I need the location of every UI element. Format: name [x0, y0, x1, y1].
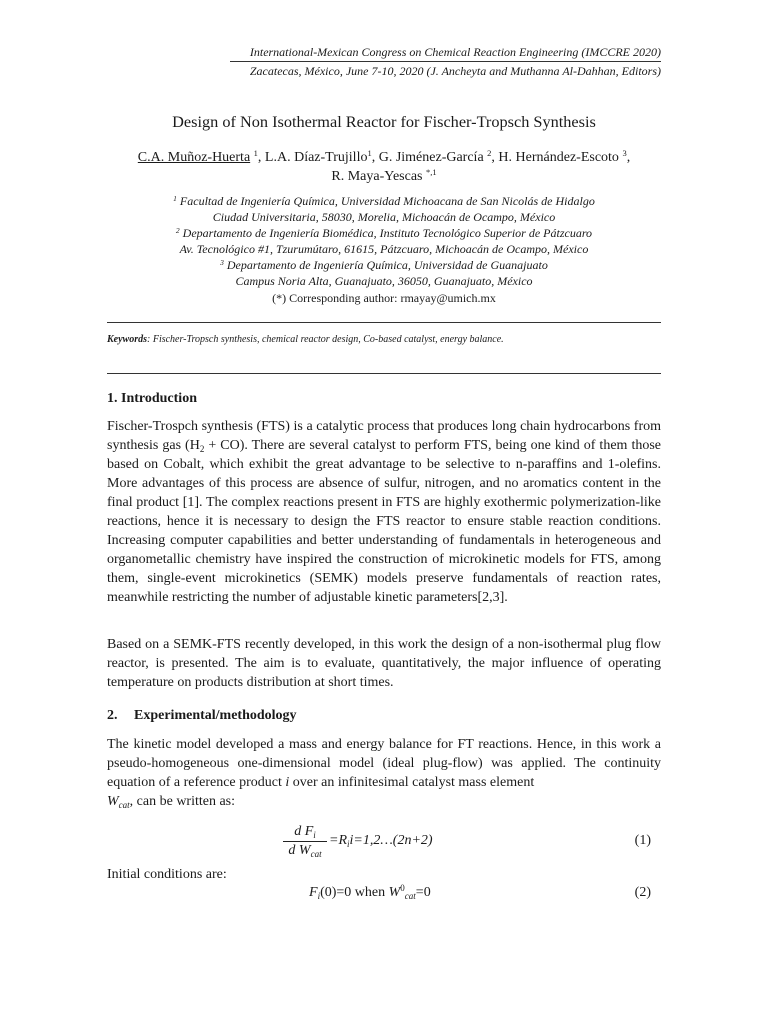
author-affiliation-mark: 1: [253, 148, 258, 158]
affiliation-text: Facultad de Ingeniería Química, Universidad Michoacana de San Nicolás de Hidalgo: [179, 194, 595, 208]
subscript: cat: [404, 891, 416, 901]
paragraph-text: , can be written as:: [129, 794, 236, 809]
equation-1: [107, 823, 661, 863]
section-title: Experimental/methodology: [134, 708, 297, 723]
section-heading-introduction: 1. Introduction: [107, 391, 197, 406]
affiliation-text: Departamento de Ingeniería Biomédica, Instituto Tecnológico Superior de Pátzcuaro: [182, 226, 593, 241]
affiliation-address: Av. Tecnológico #1, Tzurumútaro, 61615, Pátzcuaro, Michoacán de Ocampo, México: [179, 242, 589, 257]
equation-fraction: [283, 823, 327, 860]
affiliation-number: 3: [220, 258, 224, 268]
keywords: [107, 334, 504, 345]
affiliation-address: Ciudad Universitaria, 58030, Morelia, Michoacán de Ocampo, México: [212, 210, 556, 225]
subscript: i: [317, 891, 321, 901]
equation-number: (2): [634, 885, 651, 900]
keywords-bottom-rule: [107, 373, 661, 374]
author-name[interactable]: C.A. Muñoz-Huerta: [137, 150, 251, 165]
keywords-top-rule: [107, 322, 661, 323]
paragraph-methodology: [107, 735, 661, 811]
initial-conditions-label: Initial conditions are:: [107, 867, 227, 882]
keywords-label: Keywords: [107, 334, 147, 345]
author-name: H. Hernández-Escoto: [498, 150, 619, 165]
header-rule: [230, 61, 661, 62]
fraction-denominator: [283, 842, 327, 860]
math-text: =0: [415, 885, 431, 900]
equation-2: [107, 883, 661, 907]
conference-venue: Zacatecas, México, June 7-10, 2020 (J. Ancheyta and Muthanna Al-Dahhan, Editors): [249, 64, 661, 78]
affiliation-line: [107, 257, 661, 273]
author-list: C.A. Muñoz-Huerta $^1$, L.A. Díaz-Trujillo$^1$, G. Jiménez-García $^2$, H. Hernández-Escoto $^3$, R. Maya-Yescas $^{*,1}$: [137, 148, 631, 184]
equation-rhs: [329, 833, 433, 849]
math-text: (0)=0 when: [320, 885, 389, 900]
math-variable: i: [285, 775, 290, 790]
affiliation-block: [107, 193, 661, 306]
math-variable: F: [309, 885, 318, 900]
subscript: 2: [199, 444, 205, 454]
author-affiliation-mark: 1: [367, 148, 372, 158]
paper-title: Design of Non Isothermal Reactor for Fischer-Tropsch Synthesis: [172, 112, 596, 131]
equation-body: [309, 885, 431, 901]
section-number: 2.: [107, 708, 118, 723]
paragraph-text: The kinetic model developed a mass and energy balance for FT reactions. Hence, in this work a pseudo-homogeneous one-dimensional model (ideal plug-flow) was applied. The continuity equation of a reference product: [107, 737, 661, 790]
math-text: i=1,2…(2n+2): [349, 833, 433, 848]
keywords-text: : Fischer-Tropsch synthesis, chemical reactor design, Co-based catalyst, energy balance.: [147, 334, 504, 345]
math-text: =R: [329, 833, 347, 848]
author-affiliation-mark: *,1: [426, 167, 437, 177]
math-text: d F: [294, 824, 314, 839]
subscript: cat: [310, 849, 322, 859]
affiliation-address: Campus Noria Alta, Guanajuato, 36050, Guanajuato, México: [235, 274, 533, 289]
conference-header: International-Mexican Congress on Chemical Reaction Engineering (IMCCRE 2020): [249, 45, 661, 59]
affiliation-line: [107, 225, 661, 241]
math-text: d W: [288, 843, 311, 858]
affiliation-number: 2: [175, 226, 180, 236]
fraction-numerator: [283, 823, 327, 841]
subscript: cat: [118, 800, 130, 810]
author-name: R. Maya-Yescas: [331, 169, 423, 184]
author-affiliation-mark: 2: [487, 148, 492, 158]
section-heading-methodology: [107, 708, 297, 724]
affiliation-number: 1: [173, 194, 177, 203]
paragraph-text: Fischer-Trospch synthesis (FTS) is a catalytic process that produces long chain hydrocarbons from synthesis gas (H: [107, 419, 661, 453]
superscript: 0: [400, 883, 405, 893]
paragraph-introduction-1: [107, 417, 661, 607]
subscript: i: [347, 839, 350, 849]
author-affiliation-mark: 3: [622, 148, 627, 158]
equation-number: (1): [634, 833, 651, 848]
paragraph-text: + CO). There are several catalyst to perform FTS, being one kind of them those based on Cobalt, which exhibit the great advantage to be selective to n-paraffins and 1-olefins. More advantages of this process are absence of sulfur, nitrogen, and no aromatics content in the final product [1]. The complex reactions present in FTS are highly exothermic polymerization-like reactions, hence it is necessary to design the FTS reactor to ensure stable reaction conditions. Increasing computer capabilities and better understanding of fundamentals in heterogeneous and organometallic chemistry have inspired the construction of microkinetic models for FTS, among them, single-event microkinetics (SEMK) models preserve fundamentals of reaction rates, meanwhile restricting the number of adjustable kinetic parameters[2,3].: [107, 438, 661, 605]
math-variable: W: [107, 794, 119, 809]
affiliation-line: [107, 193, 661, 209]
author-name: G. Jiménez-García: [378, 150, 484, 165]
paragraph-introduction-2: Based on a SEMK-FTS recently developed, in this work the design of a non-isothermal plug flow reactor, is presented. The aim is to evaluate, quantitatively, the major influence of operating temperature on products distribution at short times.: [107, 637, 661, 690]
paragraph-text: over an infinitesimal catalyst mass element: [289, 775, 535, 790]
corresponding-author: (*) Corresponding author: rmayay@umich.mx: [272, 290, 496, 305]
affiliation-text: Departamento de Ingeniería Química, Universidad de Guanajuato: [226, 258, 548, 273]
author-name: L.A. Díaz-Trujillo: [264, 150, 368, 165]
subscript: i: [313, 830, 316, 840]
math-variable: W: [388, 885, 401, 900]
